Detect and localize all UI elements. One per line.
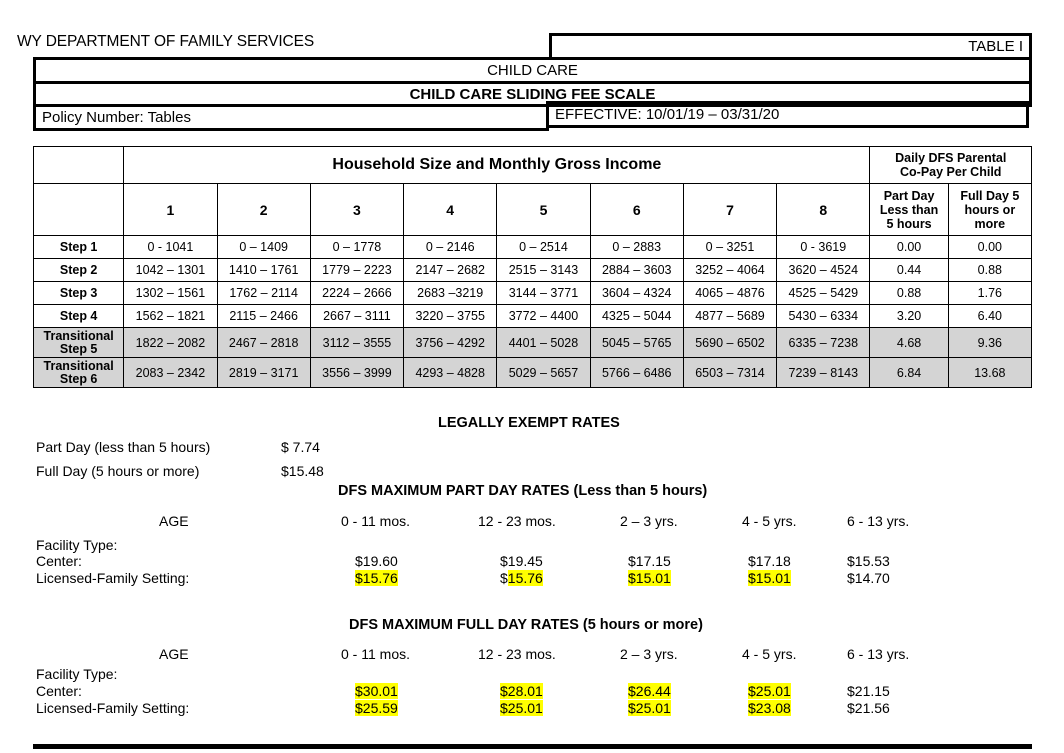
income-cell: 5766 – 6486 bbox=[590, 358, 683, 388]
step-label-line1: Transitional bbox=[43, 328, 114, 343]
table-row bbox=[34, 236, 1032, 259]
income-cell: 4065 – 4876 bbox=[683, 282, 776, 305]
full-day-age-col-5: 6 - 13 yrs. bbox=[847, 646, 910, 662]
full-day-family-value-3: $25.01 bbox=[628, 700, 671, 716]
income-cell: 1562 – 1821 bbox=[124, 305, 217, 328]
full-day-center-value-5: $21.15 bbox=[847, 683, 890, 699]
part-day-age-col-5: 6 - 13 yrs. bbox=[847, 513, 910, 529]
part-day-center-value-3: $17.15 bbox=[628, 553, 671, 569]
part-day-family-value-2-amount: 15.76 bbox=[507, 570, 543, 586]
income-cell: 6335 – 7238 bbox=[777, 328, 870, 358]
income-cell: 0 – 3251 bbox=[683, 236, 776, 259]
income-cell: 3252 – 4064 bbox=[683, 259, 776, 282]
part-day-line2: Less than bbox=[879, 202, 939, 217]
income-cell: 5045 – 5765 bbox=[590, 328, 683, 358]
document-title-box: CHILD CARE SLIDING FEE SCALE bbox=[33, 81, 1032, 107]
income-cell: 3220 – 3755 bbox=[404, 305, 497, 328]
part-day-line1: Part Day bbox=[883, 188, 935, 203]
income-cell: 2224 – 2666 bbox=[310, 282, 403, 305]
income-cell: 4293 – 4828 bbox=[404, 358, 497, 388]
policy-effective-row bbox=[33, 104, 1032, 131]
copay-part-day: 0.00 bbox=[870, 236, 948, 259]
fee-table-body bbox=[34, 236, 1032, 388]
full-day-family-value-1: $25.59 bbox=[355, 700, 398, 716]
full-day-age-col-1: 0 - 11 mos. bbox=[341, 646, 410, 662]
part-day-family-value-5: $14.70 bbox=[847, 570, 890, 586]
copay-full-day: 13.68 bbox=[948, 358, 1031, 388]
header-household-income: Household Size and Monthly Gross Income bbox=[124, 147, 870, 184]
income-cell: 2147 – 2682 bbox=[404, 259, 497, 282]
document-header-block bbox=[33, 33, 1032, 131]
full-day-family-label: Licensed-Family Setting: bbox=[36, 700, 190, 716]
step-label: Step 1 bbox=[34, 236, 124, 259]
step-label-line2: Step 5 bbox=[59, 341, 98, 356]
full-day-age-col-4: 4 - 5 yrs. bbox=[742, 646, 797, 662]
income-cell: 0 – 2146 bbox=[404, 236, 497, 259]
income-cell: 3144 – 3771 bbox=[497, 282, 590, 305]
income-cell: 1779 – 2223 bbox=[310, 259, 403, 282]
dollar-sign: $ bbox=[500, 570, 508, 586]
part-day-family-value-2 bbox=[500, 570, 543, 586]
income-cell: 5430 – 6334 bbox=[777, 305, 870, 328]
part-day-center-value-1: $19.60 bbox=[355, 553, 398, 569]
full-day-family-value-5: $21.56 bbox=[847, 700, 890, 716]
income-cell: 2083 – 2342 bbox=[124, 358, 217, 388]
income-cell: 1302 – 1561 bbox=[124, 282, 217, 305]
income-cell: 0 – 2514 bbox=[497, 236, 590, 259]
full-day-age-col-2: 12 - 23 mos. bbox=[478, 646, 556, 662]
income-cell: 2515 – 3143 bbox=[497, 259, 590, 282]
household-size-1: 1 bbox=[124, 184, 217, 236]
copay-full-day: 1.76 bbox=[948, 282, 1031, 305]
income-cell: 1410 – 1761 bbox=[217, 259, 310, 282]
part-day-rates-title: DFS MAXIMUM PART DAY RATES (Less than 5 hours) bbox=[338, 483, 708, 499]
full-day-line2: hours or bbox=[964, 202, 1016, 217]
part-day-age-col-2: 12 - 23 mos. bbox=[478, 513, 556, 529]
copay-part-day: 0.88 bbox=[870, 282, 948, 305]
table-row bbox=[34, 328, 1032, 358]
income-cell: 3772 – 4400 bbox=[497, 305, 590, 328]
effective-date-box: EFFECTIVE: 10/01/19 – 03/31/20 bbox=[546, 101, 1029, 128]
part-day-line3: 5 hours bbox=[886, 216, 932, 231]
part-day-family-label: Licensed-Family Setting: bbox=[36, 570, 190, 586]
step-label bbox=[34, 328, 124, 358]
step-label: Step 4 bbox=[34, 305, 124, 328]
part-day-center-value-4: $17.18 bbox=[748, 553, 791, 569]
copay-part-day: 3.20 bbox=[870, 305, 948, 328]
header-copay-line2: Co-Pay Per Child bbox=[900, 165, 1002, 179]
income-cell: 6503 – 7314 bbox=[683, 358, 776, 388]
income-cell: 1762 – 2114 bbox=[217, 282, 310, 305]
income-cell: 0 - 1041 bbox=[124, 236, 217, 259]
income-cell: 3112 – 3555 bbox=[310, 328, 403, 358]
income-cell: 0 – 1409 bbox=[217, 236, 310, 259]
table-row bbox=[34, 358, 1032, 388]
copay-full-day: 6.40 bbox=[948, 305, 1031, 328]
income-cell: 1822 – 2082 bbox=[124, 328, 217, 358]
household-size-6: 6 bbox=[590, 184, 683, 236]
sliding-fee-scale-table bbox=[33, 146, 1032, 388]
part-day-age-col-4: 4 - 5 yrs. bbox=[742, 513, 797, 529]
part-day-family-value-4: $15.01 bbox=[748, 570, 791, 586]
income-cell: 4525 – 5429 bbox=[777, 282, 870, 305]
copay-part-day: 4.68 bbox=[870, 328, 948, 358]
part-day-family-value-3: $15.01 bbox=[628, 570, 671, 586]
income-cell: 2467 – 2818 bbox=[217, 328, 310, 358]
income-cell: 5029 – 5657 bbox=[497, 358, 590, 388]
household-size-2: 2 bbox=[217, 184, 310, 236]
income-cell: 2683 –3219 bbox=[404, 282, 497, 305]
income-cell: 0 – 2883 bbox=[590, 236, 683, 259]
income-cell: 0 – 1778 bbox=[310, 236, 403, 259]
copay-full-day: 9.36 bbox=[948, 328, 1031, 358]
part-day-facility-type-label: Facility Type: bbox=[36, 537, 118, 553]
agency-name: WY DEPARTMENT OF FAMILY SERVICES bbox=[17, 33, 315, 50]
full-day-center-label: Center: bbox=[36, 683, 82, 699]
income-cell: 3620 – 4524 bbox=[777, 259, 870, 282]
full-day-family-value-2: $25.01 bbox=[500, 700, 543, 716]
step-label: Step 3 bbox=[34, 282, 124, 305]
part-day-age-col-1: 0 - 11 mos. bbox=[341, 513, 410, 529]
header-step-blank bbox=[34, 184, 124, 236]
table-header-row-1 bbox=[34, 147, 1032, 184]
table-row bbox=[34, 305, 1032, 328]
part-day-center-label: Center: bbox=[36, 553, 82, 569]
part-day-age-label: AGE bbox=[159, 513, 189, 529]
income-cell: 0 - 3619 bbox=[777, 236, 870, 259]
header-copay-line1: Daily DFS Parental bbox=[895, 151, 1007, 165]
legally-exempt-full-day-label: Full Day (5 hours or more) bbox=[36, 463, 200, 479]
full-day-center-value-1: $30.01 bbox=[355, 683, 398, 699]
full-day-center-value-3: $26.44 bbox=[628, 683, 671, 699]
household-size-3: 3 bbox=[310, 184, 403, 236]
income-cell: 2115 – 2466 bbox=[217, 305, 310, 328]
full-day-age-col-3: 2 – 3 yrs. bbox=[620, 646, 678, 662]
full-day-rates-title: DFS MAXIMUM FULL DAY RATES (5 hours or more) bbox=[349, 617, 703, 633]
part-day-center-value-5: $15.53 bbox=[847, 553, 890, 569]
household-size-7: 7 bbox=[683, 184, 776, 236]
income-cell: 4877 – 5689 bbox=[683, 305, 776, 328]
program-box: CHILD CARE bbox=[33, 57, 1032, 84]
header-part-day-copay bbox=[870, 184, 948, 236]
income-cell: 3604 – 4324 bbox=[590, 282, 683, 305]
income-cell: 4401 – 5028 bbox=[497, 328, 590, 358]
household-size-8: 8 bbox=[777, 184, 870, 236]
table-row bbox=[34, 259, 1032, 282]
copay-part-day: 0.44 bbox=[870, 259, 948, 282]
step-label: Step 2 bbox=[34, 259, 124, 282]
step-label-line2: Step 6 bbox=[59, 371, 98, 386]
table-header-row-2 bbox=[34, 184, 1032, 236]
header-daily-copay bbox=[870, 147, 1032, 184]
copay-full-day: 0.88 bbox=[948, 259, 1031, 282]
legally-exempt-part-day-label: Part Day (less than 5 hours) bbox=[36, 439, 211, 455]
income-cell: 2667 – 3111 bbox=[310, 305, 403, 328]
full-day-line1: Full Day 5 bbox=[960, 188, 1020, 203]
full-day-facility-type-label: Facility Type: bbox=[36, 666, 118, 682]
income-cell: 4325 – 5044 bbox=[590, 305, 683, 328]
header-full-day-copay bbox=[948, 184, 1031, 236]
income-cell: 2884 – 3603 bbox=[590, 259, 683, 282]
income-cell: 3756 – 4292 bbox=[404, 328, 497, 358]
step-label-line1: Transitional bbox=[43, 358, 114, 373]
income-cell: 5690 – 6502 bbox=[683, 328, 776, 358]
copay-full-day: 0.00 bbox=[948, 236, 1031, 259]
part-day-family-value-1: $15.76 bbox=[355, 570, 398, 586]
full-day-center-value-4: $25.01 bbox=[748, 683, 791, 699]
income-cell: 2819 – 3171 bbox=[217, 358, 310, 388]
income-cell: 1042 – 1301 bbox=[124, 259, 217, 282]
income-cell: 3556 – 3999 bbox=[310, 358, 403, 388]
table-id-box: TABLE I bbox=[549, 33, 1032, 60]
part-day-center-value-2: $19.45 bbox=[500, 553, 543, 569]
footer-rule bbox=[33, 744, 1032, 749]
household-size-5: 5 bbox=[497, 184, 590, 236]
step-label bbox=[34, 358, 124, 388]
legally-exempt-title: LEGALLY EXEMPT RATES bbox=[438, 415, 620, 431]
copay-part-day: 6.84 bbox=[870, 358, 948, 388]
full-day-center-value-2: $28.01 bbox=[500, 683, 543, 699]
full-day-age-label: AGE bbox=[159, 646, 189, 662]
table-row bbox=[34, 282, 1032, 305]
legally-exempt-part-day-value: $ 7.74 bbox=[281, 439, 320, 455]
full-day-line3: more bbox=[974, 216, 1006, 231]
legally-exempt-full-day-value: $15.48 bbox=[281, 463, 324, 479]
household-size-4: 4 bbox=[404, 184, 497, 236]
header-corner-blank bbox=[34, 147, 124, 184]
full-day-family-value-4: $23.08 bbox=[748, 700, 791, 716]
income-cell: 7239 – 8143 bbox=[777, 358, 870, 388]
policy-number-box: Policy Number: Tables bbox=[33, 104, 549, 131]
part-day-age-col-3: 2 – 3 yrs. bbox=[620, 513, 678, 529]
